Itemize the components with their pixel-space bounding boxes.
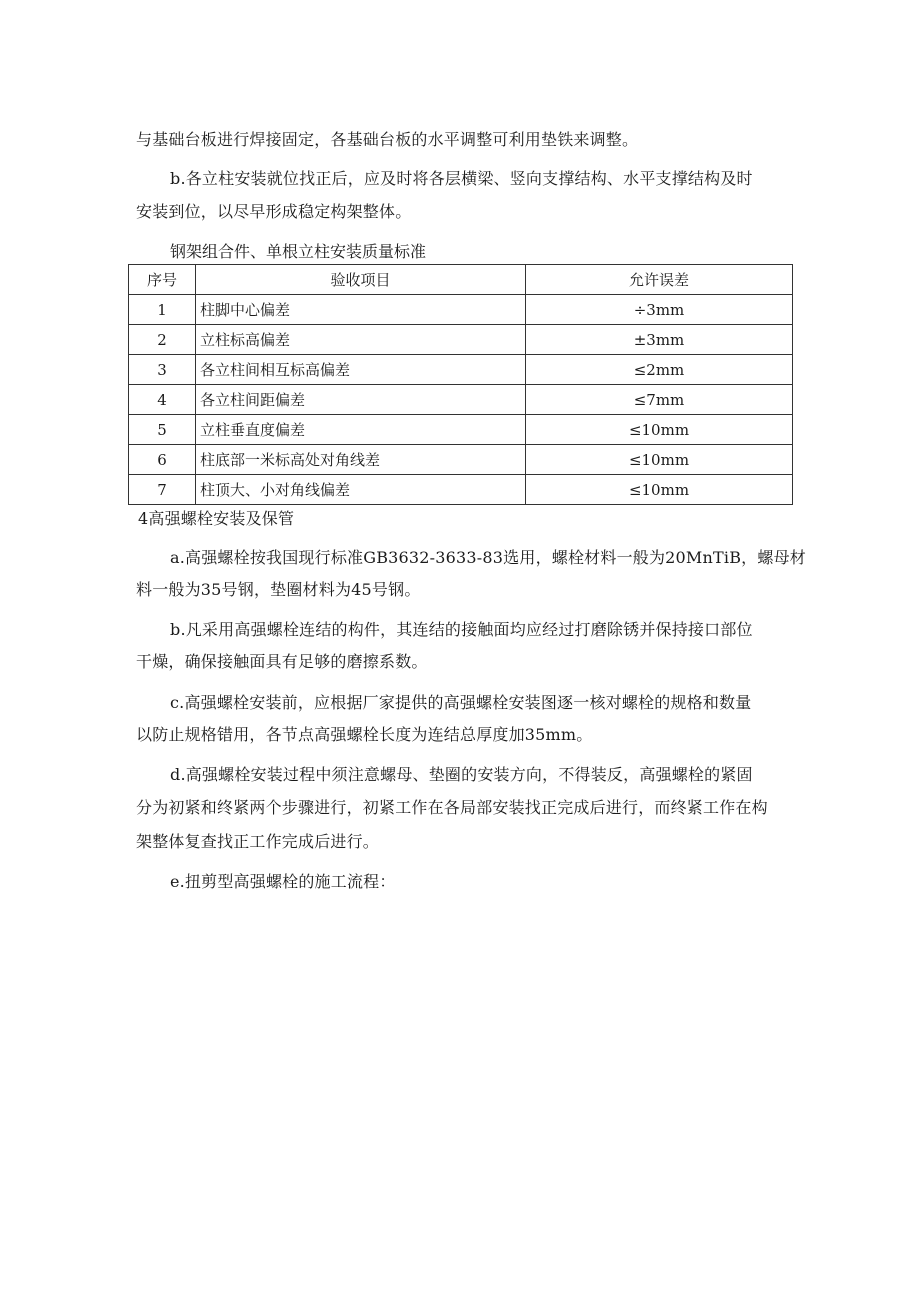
- row-index: 5: [129, 415, 196, 445]
- row-tolerance: ÷3mm: [526, 295, 793, 325]
- row-tolerance: ±3mm: [526, 325, 793, 355]
- row-item: 柱脚中心偏差: [196, 295, 526, 325]
- para-b-line1: b.各立柱安装就位找正后，应及时将各层横梁、竖向支撑结构、水平支撑结构及时: [170, 169, 753, 188]
- row-index: 1: [129, 295, 196, 325]
- row-index: 3: [129, 355, 196, 385]
- para-b2-line1: b.凡采用高强螺栓连结的构件，其连结的接触面均应经过打磨除锈并保持接口部位: [170, 620, 753, 639]
- row-tolerance: ≤7mm: [526, 385, 793, 415]
- table-header-row: [129, 265, 793, 295]
- row-index: 6: [129, 445, 196, 475]
- table-caption: 钢架组合件、单根立柱安装质量标准: [170, 242, 427, 261]
- row-item: 立柱标高偏差: [196, 325, 526, 355]
- quality-standard-table: [128, 264, 793, 505]
- table-row: [129, 475, 793, 505]
- row-tolerance: ≤10mm: [526, 475, 793, 505]
- para-a-line2: 料一般为35号钢，垫圈材料为45号钢。: [136, 580, 421, 599]
- row-item: 各立柱间相互标高偏差: [196, 355, 526, 385]
- header-tolerance: 允许误差: [526, 265, 793, 295]
- para-e-line1: e.扭剪型高强螺栓的施工流程：: [170, 872, 396, 891]
- row-item: 立柱垂直度偏差: [196, 415, 526, 445]
- table-row: [129, 385, 793, 415]
- row-tolerance: ≤10mm: [526, 445, 793, 475]
- para-c-line1: c.高强螺栓安装前，应根据厂家提供的高强螺栓安装图逐一核对螺栓的规格和数量: [170, 693, 752, 712]
- table-row: [129, 415, 793, 445]
- row-tolerance: ≤2mm: [526, 355, 793, 385]
- table-row: [129, 355, 793, 385]
- header-index: 序号: [129, 265, 196, 295]
- row-tolerance: ≤10mm: [526, 415, 793, 445]
- para-b2-line2: 干燥，确保接触面具有足够的磨擦系数。: [136, 652, 428, 671]
- para-c-line2: 以防止规格错用，各节点高强螺栓长度为连结总厚度加35mm。: [136, 725, 593, 744]
- para-d-line3: 架整体复查找正工作完成后进行。: [136, 832, 380, 851]
- table-row: [129, 295, 793, 325]
- para-a-line1: a.高强螺栓按我国现行标准GB3632-3633-83选用，螺栓材料一般为20MnTiB，螺母材: [170, 548, 806, 567]
- para-b-line2: 安装到位，以尽早形成稳定构架整体。: [136, 202, 412, 221]
- para-d-line2: 分为初紧和终紧两个步骤进行，初紧工作在各局部安装找正完成后进行，而终紧工作在构: [136, 798, 768, 817]
- row-index: 4: [129, 385, 196, 415]
- row-item: 各立柱间距偏差: [196, 385, 526, 415]
- para-d-line1: d.高强螺栓安装过程中须注意螺母、垫圈的安装方向，不得装反，高强螺栓的紧固: [170, 765, 753, 784]
- row-index: 7: [129, 475, 196, 505]
- intro-line: 与基础台板进行焊接固定，各基础台板的水平调整可利用垫铁来调整。: [136, 130, 639, 149]
- row-item: 柱底部一米标高处对角线差: [196, 445, 526, 475]
- table-row: [129, 325, 793, 355]
- header-item: 验收项目: [196, 265, 526, 295]
- section-4-heading: 4高强螺栓安装及保管: [138, 509, 295, 528]
- row-item: 柱顶大、小对角线偏差: [196, 475, 526, 505]
- table-row: [129, 445, 793, 475]
- row-index: 2: [129, 325, 196, 355]
